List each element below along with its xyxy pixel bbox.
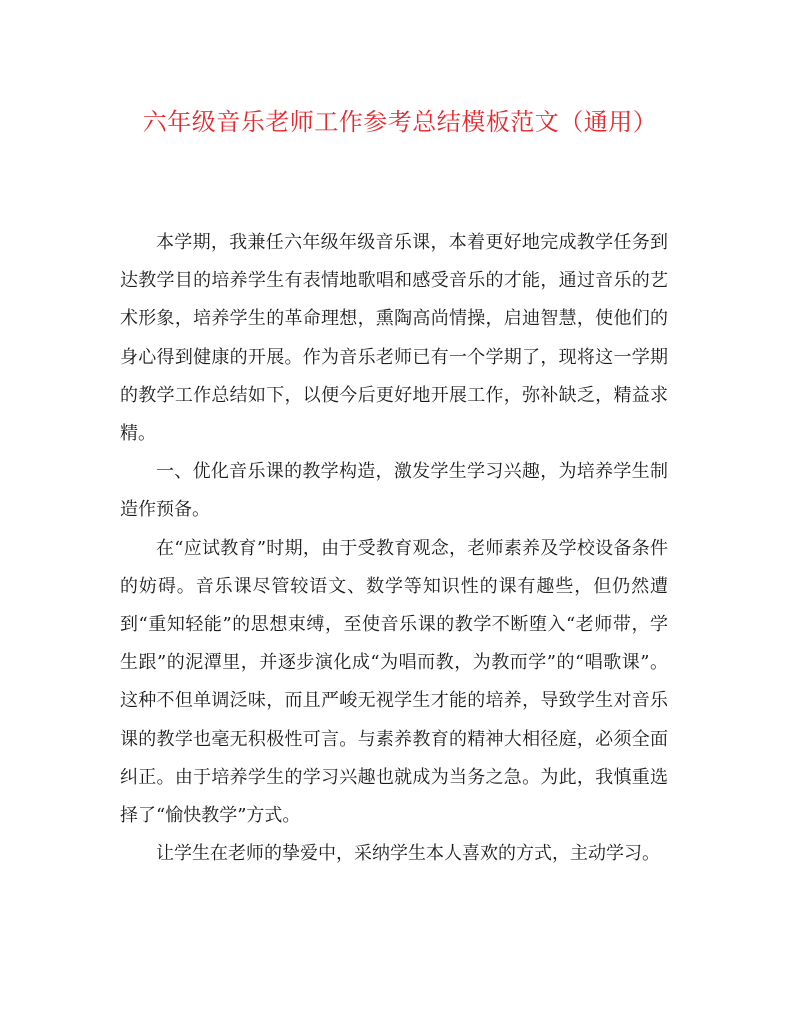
paragraph-section-heading: 一、优化音乐课的教学构造，激发学生学习兴趣，为培养学生制造作预备。 [120, 461, 668, 521]
paragraph-student-learning: 让学生在老师的挚爱中，采纳学生本人喜欢的方式，主动学习。 [156, 843, 660, 865]
document-body [120, 224, 668, 873]
document-title: 六年级音乐老师工作参考总结模板范文（通用） [142, 108, 658, 136]
paragraph-exam-era: 在“应试教育”时期，由于受教育观念，老师素养及学校设备条件的妨碍。音乐课尽管较语文、数学等知识性的课有趣些，但仍然遭到“重知轻能”的思想束缚，至使音乐课的教学不断堕入“老师带，学生跟”的泥潭里，并逐步演化成“为唱而教，为教而学”的“唱歌课”。这种不但单调泛味，而且严峻无视学生才能的培养，导致学生对音乐课的教学也毫无积极性可言。与素养教育的精神大相径庭，必须全面纠正。由于培养学生的学习兴趣也就成为当务之急。为此，我慎重选择了“愉快教学”方式。 [120, 537, 668, 827]
paragraph-intro: 本学期，我兼任六年级年级音乐课，本着更好地完成教学任务到达教学目的培养学生有表情地歌唱和感受音乐的才能，通过音乐的艺术形象，培养学生的革命理想，熏陶高尚情操，启迪智慧，使他们的身心得到健康的开展。作为音乐老师已有一个学期了，现将这一学期的教学工作总结如下，以便今后更好地开展工作，弥补缺乏，精益求精。 [120, 232, 668, 445]
